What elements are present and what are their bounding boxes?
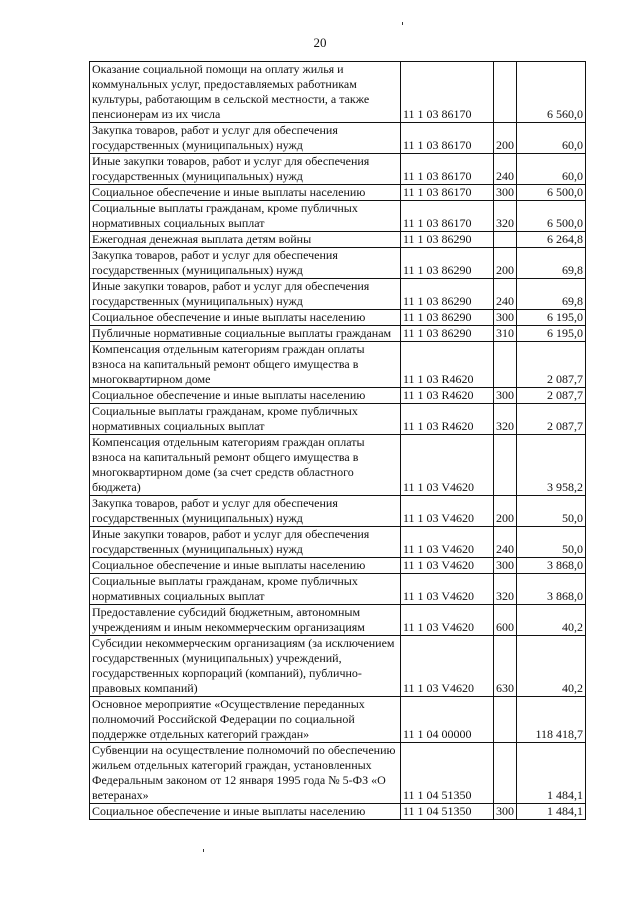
row-name-cell: Иные закупки товаров, работ и услуг для обеспечения государственных (муниципальных) нужд xyxy=(90,154,401,185)
row-expense-type-cell xyxy=(494,62,517,123)
table-row xyxy=(90,310,586,326)
row-code-cell: 11 1 03 86290 xyxy=(401,310,494,326)
table-row xyxy=(90,388,586,404)
row-expense-type-cell: 300 xyxy=(494,804,517,820)
row-code-cell: 11 1 03 V4620 xyxy=(401,435,494,496)
table-row xyxy=(90,574,586,605)
row-name-cell: Закупка товаров, работ и услуг для обеспечения государственных (муниципальных) нужд xyxy=(90,496,401,527)
row-amount-cell: 1 484,1 xyxy=(517,743,586,804)
row-expense-type-cell: 320 xyxy=(494,574,517,605)
row-expense-type-cell: 630 xyxy=(494,636,517,697)
row-amount-cell: 69,8 xyxy=(517,279,586,310)
row-code-cell: 11 1 03 86290 xyxy=(401,279,494,310)
row-name-cell: Социальное обеспечение и иные выплаты населению xyxy=(90,185,401,201)
row-code-cell: 11 1 03 86290 xyxy=(401,232,494,248)
row-code-cell: 11 1 03 R4620 xyxy=(401,388,494,404)
table-row xyxy=(90,342,586,388)
row-code-cell: 11 1 04 51350 xyxy=(401,743,494,804)
row-name-cell: Оказание социальной помощи на оплату жилья и коммунальных услуг, предоставляемых работникам культуры, работающим в сельской местности, а также пенсионерам из их числа xyxy=(90,62,401,123)
row-expense-type-cell xyxy=(494,435,517,496)
row-amount-cell: 60,0 xyxy=(517,154,586,185)
row-name-cell: Социальное обеспечение и иные выплаты населению xyxy=(90,804,401,820)
row-amount-cell: 3 868,0 xyxy=(517,558,586,574)
row-expense-type-cell: 310 xyxy=(494,326,517,342)
row-name-cell: Закупка товаров, работ и услуг для обеспечения государственных (муниципальных) нужд xyxy=(90,123,401,154)
row-name-cell: Иные закупки товаров, работ и услуг для обеспечения государственных (муниципальных) нужд xyxy=(90,279,401,310)
row-expense-type-cell: 320 xyxy=(494,404,517,435)
row-name-cell: Субвенции на осуществление полномочий по обеспечению жильем отдельных категорий граждан, установленных Федеральным законом от 12 января 1995 года № 5-ФЗ «О ветеранах» xyxy=(90,743,401,804)
row-amount-cell: 50,0 xyxy=(517,527,586,558)
table-row xyxy=(90,605,586,636)
table-row xyxy=(90,404,586,435)
row-name-cell: Предоставление субсидий бюджетным, автономным учреждениям и иным некоммерческим организациям xyxy=(90,605,401,636)
row-name-cell: Социальные выплаты гражданам, кроме публичных нормативных социальных выплат xyxy=(90,404,401,435)
row-name-cell: Субсидии некоммерческим организациям (за исключением государственных (муниципальных) учреждений, государственных корпораций (компаний), публично-правовых компаний) xyxy=(90,636,401,697)
row-amount-cell: 60,0 xyxy=(517,123,586,154)
table-row xyxy=(90,232,586,248)
row-code-cell: 11 1 03 86170 xyxy=(401,62,494,123)
scan-speck xyxy=(203,849,204,852)
row-code-cell: 11 1 03 86170 xyxy=(401,123,494,154)
row-amount-cell: 6 195,0 xyxy=(517,310,586,326)
row-amount-cell: 6 500,0 xyxy=(517,201,586,232)
page-number: 20 xyxy=(313,35,327,50)
row-amount-cell: 2 087,7 xyxy=(517,342,586,388)
row-name-cell: Иные закупки товаров, работ и услуг для обеспечения государственных (муниципальных) нужд xyxy=(90,527,401,558)
row-expense-type-cell: 200 xyxy=(494,496,517,527)
row-expense-type-cell xyxy=(494,342,517,388)
row-name-cell: Ежегодная денежная выплата детям войны xyxy=(90,232,401,248)
row-code-cell: 11 1 03 86170 xyxy=(401,201,494,232)
table-row xyxy=(90,697,586,743)
row-code-cell: 11 1 03 V4620 xyxy=(401,636,494,697)
row-amount-cell: 6 560,0 xyxy=(517,62,586,123)
row-name-cell: Социальные выплаты гражданам, кроме публичных нормативных социальных выплат xyxy=(90,574,401,605)
table-row xyxy=(90,279,586,310)
table-row xyxy=(90,201,586,232)
row-code-cell: 11 1 03 V4620 xyxy=(401,496,494,527)
row-amount-cell: 6 500,0 xyxy=(517,185,586,201)
row-expense-type-cell: 300 xyxy=(494,310,517,326)
row-name-cell: Компенсация отдельным категориям граждан оплаты взноса на капитальный ремонт общего имущества в многоквартирном доме xyxy=(90,342,401,388)
table-row xyxy=(90,435,586,496)
table-row xyxy=(90,185,586,201)
row-code-cell: 11 1 03 R4620 xyxy=(401,342,494,388)
row-expense-type-cell xyxy=(494,697,517,743)
table-row xyxy=(90,123,586,154)
row-expense-type-cell xyxy=(494,232,517,248)
table-row xyxy=(90,804,586,820)
row-code-cell: 11 1 03 R4620 xyxy=(401,404,494,435)
row-expense-type-cell: 200 xyxy=(494,248,517,279)
row-amount-cell: 50,0 xyxy=(517,496,586,527)
row-code-cell: 11 1 03 86170 xyxy=(401,154,494,185)
row-amount-cell: 6 195,0 xyxy=(517,326,586,342)
row-name-cell: Социальное обеспечение и иные выплаты населению xyxy=(90,310,401,326)
row-amount-cell: 2 087,7 xyxy=(517,388,586,404)
row-code-cell: 11 1 03 V4620 xyxy=(401,558,494,574)
row-expense-type-cell: 300 xyxy=(494,558,517,574)
budget-table xyxy=(89,61,586,820)
row-amount-cell: 40,2 xyxy=(517,636,586,697)
row-expense-type-cell: 200 xyxy=(494,123,517,154)
row-code-cell: 11 1 03 86170 xyxy=(401,185,494,201)
row-amount-cell: 3 868,0 xyxy=(517,574,586,605)
row-name-cell: Социальное обеспечение и иные выплаты населению xyxy=(90,558,401,574)
row-amount-cell: 40,2 xyxy=(517,605,586,636)
row-expense-type-cell: 600 xyxy=(494,605,517,636)
row-expense-type-cell: 240 xyxy=(494,154,517,185)
table-row xyxy=(90,154,586,185)
row-expense-type-cell xyxy=(494,743,517,804)
row-code-cell: 11 1 04 51350 xyxy=(401,804,494,820)
row-amount-cell: 118 418,7 xyxy=(517,697,586,743)
row-code-cell: 11 1 03 V4620 xyxy=(401,605,494,636)
table-row xyxy=(90,326,586,342)
row-amount-cell: 69,8 xyxy=(517,248,586,279)
row-code-cell: 11 1 03 V4620 xyxy=(401,527,494,558)
row-name-cell: Публичные нормативные социальные выплаты гражданам xyxy=(90,326,401,342)
row-amount-cell: 6 264,8 xyxy=(517,232,586,248)
row-amount-cell: 2 087,7 xyxy=(517,404,586,435)
row-expense-type-cell: 320 xyxy=(494,201,517,232)
row-code-cell: 11 1 03 V4620 xyxy=(401,574,494,605)
row-amount-cell: 1 484,1 xyxy=(517,804,586,820)
row-code-cell: 11 1 04 00000 xyxy=(401,697,494,743)
table-row xyxy=(90,558,586,574)
table-row xyxy=(90,743,586,804)
row-code-cell: 11 1 03 86290 xyxy=(401,326,494,342)
row-name-cell: Компенсация отдельным категориям граждан оплаты взноса на капитальный ремонт общего имущества в многоквартирном доме (за счет средств областного бюджета) xyxy=(90,435,401,496)
table-row xyxy=(90,496,586,527)
row-amount-cell: 3 958,2 xyxy=(517,435,586,496)
table-row xyxy=(90,636,586,697)
row-code-cell: 11 1 03 86290 xyxy=(401,248,494,279)
budget-table-body xyxy=(90,62,586,820)
table-row xyxy=(90,62,586,123)
row-expense-type-cell: 240 xyxy=(494,527,517,558)
scan-speck xyxy=(402,22,403,25)
row-expense-type-cell: 300 xyxy=(494,388,517,404)
row-name-cell: Закупка товаров, работ и услуг для обеспечения государственных (муниципальных) нужд xyxy=(90,248,401,279)
row-expense-type-cell: 300 xyxy=(494,185,517,201)
row-name-cell: Социальное обеспечение и иные выплаты населению xyxy=(90,388,401,404)
table-row xyxy=(90,248,586,279)
row-expense-type-cell: 240 xyxy=(494,279,517,310)
table-row xyxy=(90,527,586,558)
row-name-cell: Основное мероприятие «Осуществление переданных полномочий Российской Федерации по социальной поддержке отдельных категорий граждан» xyxy=(90,697,401,743)
row-name-cell: Социальные выплаты гражданам, кроме публичных нормативных социальных выплат xyxy=(90,201,401,232)
